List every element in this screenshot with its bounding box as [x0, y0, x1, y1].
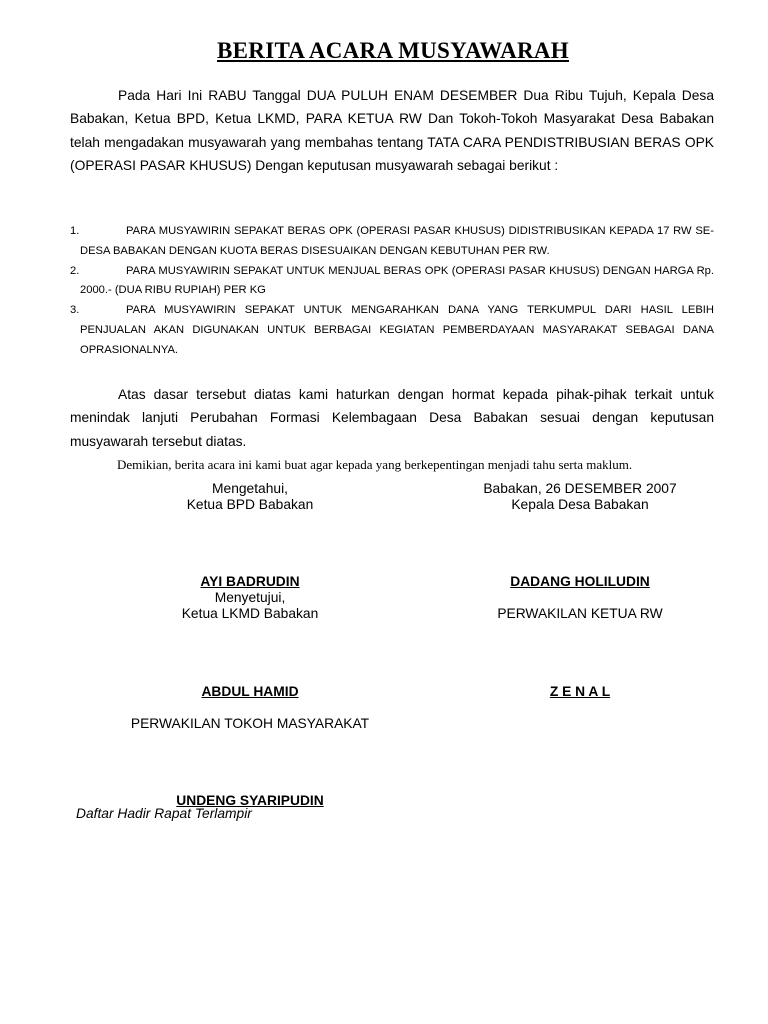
signature-tokoh — [100, 716, 400, 732]
signer-name: DADANG HOLILUDIN — [510, 574, 650, 589]
signature-caption: Kepala Desa Babakan — [511, 497, 649, 512]
signature-lkmd — [150, 590, 350, 622]
signature-lkmd-name — [150, 684, 350, 700]
decision-number: 1. — [70, 225, 80, 237]
signature-rw — [450, 606, 710, 622]
signature-bpd — [150, 481, 350, 513]
follow-up-paragraph: Atas dasar tersebut diatas kami haturkan dengan hormat kepada pihak-pihak terkait untuk menindak lanjuti Perubahan Formasi Kelembagaan Desa Babakan sesuai dengan keputusan musyawarah tersebut diatas. — [70, 387, 714, 449]
opening-paragraph: Pada Hari Ini RABU Tanggal DUA PULUH ENAM DESEMBER Dua Ribu Tujuh, Kepala Desa Babakan, Ketua BPD, Ketua LKMD, PARA KETUA RW Dan Tokoh-Tokoh Masyarakat Desa Babakan telah mengadakan musyawarah yang membahas tentang TATA CARA PENDISTRIBUSIAN BERAS OPK (OPERASI PASAR KHUSUS) Dengan keputusan musyawarah sebagai berikut : — [70, 88, 714, 174]
closing-statement: Demikian, berita acara ini kami buat agar kepada yang berkepentingan menjadi tahu serta maklum. — [117, 457, 633, 472]
decision-number: 3. — [70, 304, 80, 317]
document-title: BERITA ACARA MUSYAWARAH — [217, 38, 569, 63]
decision-item — [70, 301, 714, 360]
signature-kades — [450, 481, 710, 513]
decision-text: PARA MUSYAWIRIN SEPAKAT UNTUK MENJUAL BERAS OPK (OPERASI PASAR KHUSUS) DENGAN HARGA Rp. 2000.- (DUA RIBU RUPIAH) PER KG — [80, 264, 714, 297]
decision-text: PARA MUSYAWIRIN SEPAKAT UNTUK MENGARAHKAN DANA YANG TERKUMPUL DARI HASIL LEBIH PENJUALAN AKAN DIGUNAKAN UNTUK BERBAGAI KEGIATAN PEMBERDAYAAN MASYARAKAT SEBAGAI DANA OPRASIONALNYA. — [80, 304, 714, 356]
attachment-note: Daftar Hadir Rapat Terlampir — [76, 806, 252, 821]
decision-item — [70, 222, 714, 262]
signer-name: UNDENG SYARIPUDIN — [176, 793, 324, 808]
signature-kades-name — [450, 574, 710, 590]
decision-list — [70, 222, 714, 361]
decision-text: PARA MUSYAWIRIN SEPAKAT BERAS OPK (OPERASI PASAR KHUSUS) DIDISTRIBUSIKAN KEPADA 17 RW SE-DESA BABAKAN DENGAN KUOTA BERAS DISESUAIKAN DENGAN KEBUTUHAN PER RW. — [80, 225, 714, 257]
signature-caption: PERWAKILAN TOKOH MASYARAKAT — [130, 716, 370, 731]
signature-caption: Ketua BPD Babakan — [186, 497, 314, 512]
signature-rw-name — [450, 684, 710, 700]
signer-name: AYI BADRUDIN — [200, 574, 300, 589]
signature-caption: Ketua LKMD Babakan — [181, 606, 319, 621]
signature-caption: Mengetahui, — [212, 481, 288, 496]
signature-caption: Babakan, 26 DESEMBER 2007 — [483, 481, 677, 496]
decision-item — [70, 262, 714, 302]
signer-name: Z E N A L — [549, 684, 611, 699]
signer-name: ABDUL HAMID — [201, 684, 299, 699]
decision-number: 2. — [70, 264, 80, 277]
signature-caption: Menyetujui, — [214, 590, 286, 605]
signature-caption: PERWAKILAN KETUA RW — [497, 606, 663, 621]
signature-bpd-name — [150, 574, 350, 590]
